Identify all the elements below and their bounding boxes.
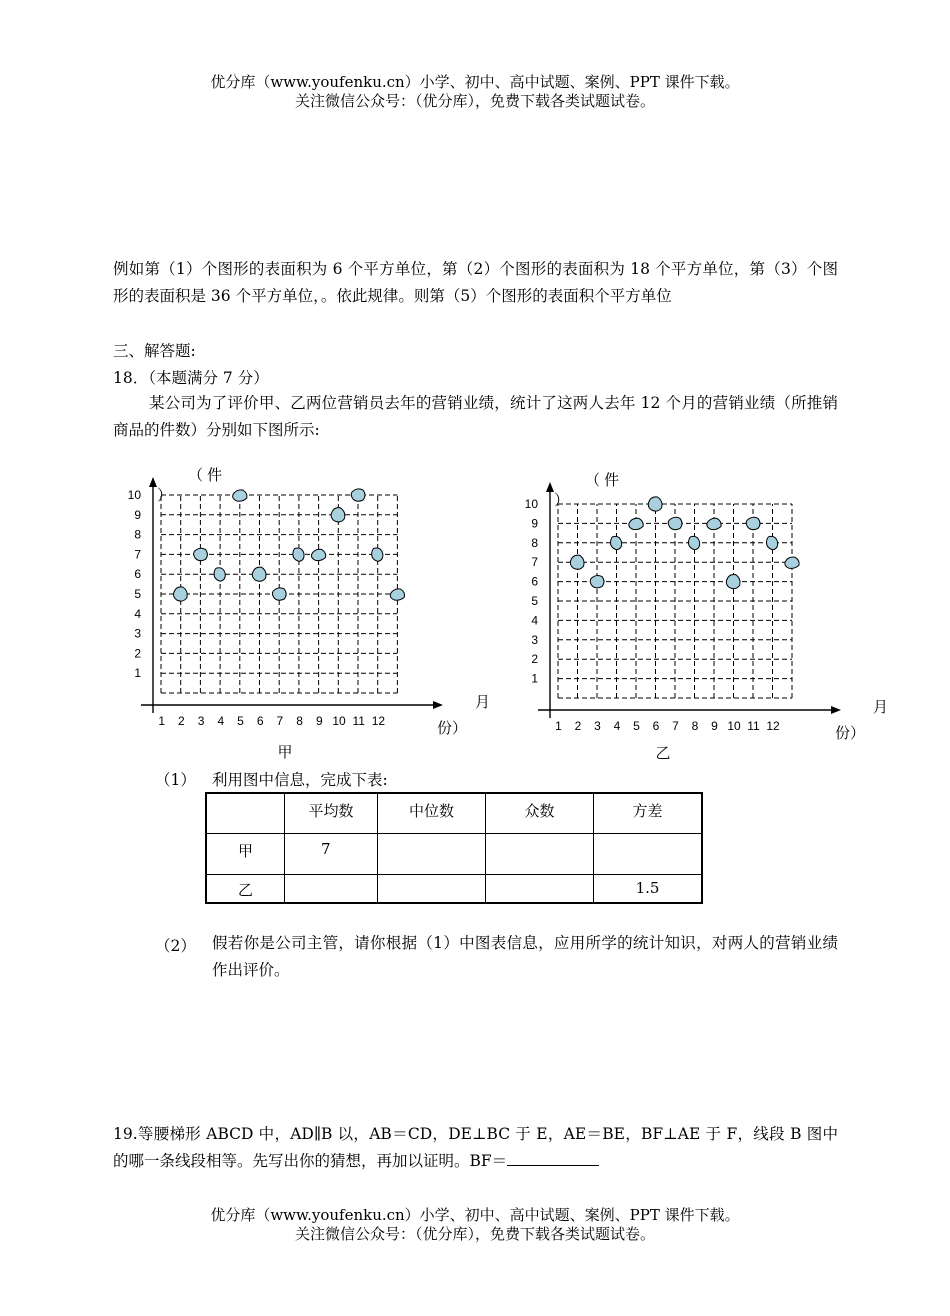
x-tick-label: 1 — [158, 714, 166, 728]
y-tick-label: 10 — [524, 497, 538, 511]
y-tick-label: 9 — [134, 507, 141, 522]
x-axis-label: 月 — [873, 699, 888, 716]
x-tick-label: 2 — [574, 719, 582, 733]
data-point — [689, 536, 700, 549]
x-tick-label: 9 — [711, 719, 718, 733]
table-header-cell: 平均数 — [285, 793, 378, 833]
table-cell[interactable] — [486, 833, 594, 874]
table-header-row — [206, 793, 702, 833]
y-axis-arrow — [149, 477, 157, 487]
y-tick-label: 4 — [531, 613, 538, 628]
data-point — [629, 518, 643, 529]
y-tick-label: 5 — [531, 594, 538, 608]
table-cell: 甲 — [206, 833, 285, 874]
footer-line-2: 关注微信公众号：（优分库），免费下载各类试题试卷。 — [294, 1225, 655, 1243]
data-point — [726, 574, 740, 588]
table-header-cell: 众数 — [486, 793, 594, 833]
q18-intro: 某公司为了评价甲、乙两位营销员去年的营销业绩，统计了这两人去年 12 个月的营销业绩（所推销商品的件数）分别如下图所示: — [113, 394, 838, 439]
y-axis-label: ） — [554, 492, 570, 509]
x-tick-label: 12 — [766, 719, 780, 733]
y-tick-label: 1 — [531, 671, 538, 686]
y-tick-label: 7 — [134, 547, 141, 562]
x-tick-label: 8 — [691, 719, 699, 733]
q17-text: 例如第（1）个图形的表面积为 6 个平方单位，第（2）个图形的表面积为 18 个平方单位，第（3）个图形的表面积是 36 个平方单位，。依此规律。则第（5）个图形的表面积个平方单位 — [113, 260, 838, 305]
y-axis-label: （ 件 — [585, 472, 620, 489]
y-tick-label: 5 — [134, 587, 141, 601]
data-point — [252, 567, 266, 581]
answer-blank[interactable] — [507, 1151, 599, 1166]
x-tick-label: 8 — [296, 714, 303, 728]
q19-text — [113, 1121, 838, 1175]
y-tick-label: 2 — [531, 652, 538, 667]
table-header-cell: 中位数 — [378, 793, 486, 833]
table-cell[interactable] — [285, 874, 378, 903]
footer-line-1: 优分库（www.youfenku.cn）小学、初中、高中试题、案例、PPT 课件下载。 — [210, 1206, 740, 1224]
data-point — [194, 548, 208, 560]
chart-jia — [110, 460, 490, 765]
chart-yi — [508, 465, 888, 765]
part2-number: （2） — [155, 937, 196, 955]
y-tick-label: 1 — [134, 666, 141, 681]
y-tick-label: 3 — [134, 626, 141, 641]
data-point — [214, 568, 225, 581]
table-row — [206, 833, 702, 874]
x-tick-label: 7 — [672, 719, 679, 733]
chart-title: 乙 — [655, 745, 671, 762]
table-cell: 1.5 — [594, 874, 703, 903]
data-point — [174, 587, 188, 601]
data-point — [372, 548, 383, 561]
x-tick-label: 11 — [747, 719, 760, 733]
y-tick-label: 4 — [134, 606, 141, 621]
data-point — [272, 588, 286, 600]
data-point — [351, 489, 365, 501]
x-tick-label: 3 — [197, 714, 205, 728]
table-header-cell — [206, 793, 285, 833]
x-tick-label: 2 — [178, 714, 185, 728]
data-point — [767, 536, 778, 549]
x-axis-arrow — [831, 706, 841, 714]
data-point — [648, 497, 662, 511]
y-tick-label: 8 — [134, 527, 141, 542]
x-tick-label: 5 — [237, 714, 244, 728]
x-axis-label: 月 — [475, 694, 490, 711]
data-point — [785, 557, 799, 568]
data-point — [311, 549, 325, 560]
y-tick-label: 10 — [127, 488, 141, 502]
y-axis-label: （ 件 — [188, 467, 223, 484]
table-cell[interactable] — [486, 874, 594, 903]
x-tick-label: 4 — [217, 714, 225, 728]
data-point — [570, 555, 584, 569]
y-tick-label: 3 — [531, 632, 538, 647]
table-cell: 乙 — [206, 874, 285, 903]
x-tick-label: 12 — [371, 714, 386, 728]
q19-statement: 19.等腰梯形 ABCD 中，AD∥B 以，AB＝CD，DE⊥BC 于 E，AE＝BE，BF⊥AE 于 F，线段 B 图中的哪一条线段相等。先写出你的猜想，再加以证明。BF＝ — [113, 1125, 838, 1170]
header-line-1: 优分库（www.youfenku.cn）小学、初中、高中试题、案例、PPT 课件下载。 — [210, 73, 740, 91]
data-point — [233, 490, 247, 501]
data-point — [293, 548, 304, 561]
x-tick-label: 1 — [555, 719, 562, 733]
x-tick-label: 4 — [613, 719, 621, 733]
x-tick-label: 10 — [727, 719, 741, 733]
y-tick-label: 6 — [134, 567, 141, 582]
part1-text: 利用图中信息，完成下表: — [212, 771, 388, 789]
x-tick-label: 10 — [332, 714, 346, 728]
y-tick-label: 7 — [531, 555, 538, 570]
stats-table — [205, 792, 703, 904]
x-axis-label: 份） — [437, 720, 468, 737]
y-tick-label: 8 — [531, 535, 538, 550]
data-point — [668, 517, 682, 529]
x-tick-label: 6 — [652, 719, 660, 733]
data-point — [746, 517, 760, 529]
y-tick-label: 9 — [531, 516, 538, 531]
data-point — [611, 536, 622, 549]
data-point — [331, 508, 345, 522]
table-cell: 7 — [285, 833, 378, 874]
q18-number: 18．（本题满分 7 分） — [113, 369, 269, 387]
part1-number: （1） — [155, 771, 196, 789]
y-tick-label: 2 — [134, 646, 141, 661]
x-tick-label: 6 — [256, 714, 264, 728]
chart-title: 甲 — [277, 744, 293, 761]
table-row — [206, 874, 702, 903]
header-line-2: 关注微信公众号：（优分库），免费下载各类试题试卷。 — [294, 92, 655, 110]
data-point — [390, 589, 404, 600]
data-point — [590, 575, 604, 587]
y-axis-label: ） — [157, 487, 173, 504]
table-cell[interactable] — [378, 874, 486, 903]
x-tick-label: 9 — [315, 714, 323, 728]
part2-text: 假若你是公司主管，请你根据（1）中图表信息，应用所学的统计知识，对两人的营销业绩作出评价。 — [212, 934, 838, 979]
section-title: 三、解答题: — [113, 342, 196, 360]
data-point — [707, 518, 721, 529]
y-tick-label: 6 — [531, 574, 538, 589]
x-tick-label: 11 — [352, 714, 365, 728]
x-tick-label: 7 — [276, 714, 284, 728]
x-axis-arrow — [433, 701, 443, 709]
x-tick-label: 5 — [633, 719, 640, 733]
table-header-cell: 方差 — [594, 793, 703, 833]
y-axis-arrow — [546, 482, 554, 492]
x-axis-label: 份） — [835, 725, 866, 742]
table-cell[interactable] — [594, 833, 703, 874]
x-tick-label: 3 — [594, 719, 601, 733]
table-cell[interactable] — [378, 833, 486, 874]
